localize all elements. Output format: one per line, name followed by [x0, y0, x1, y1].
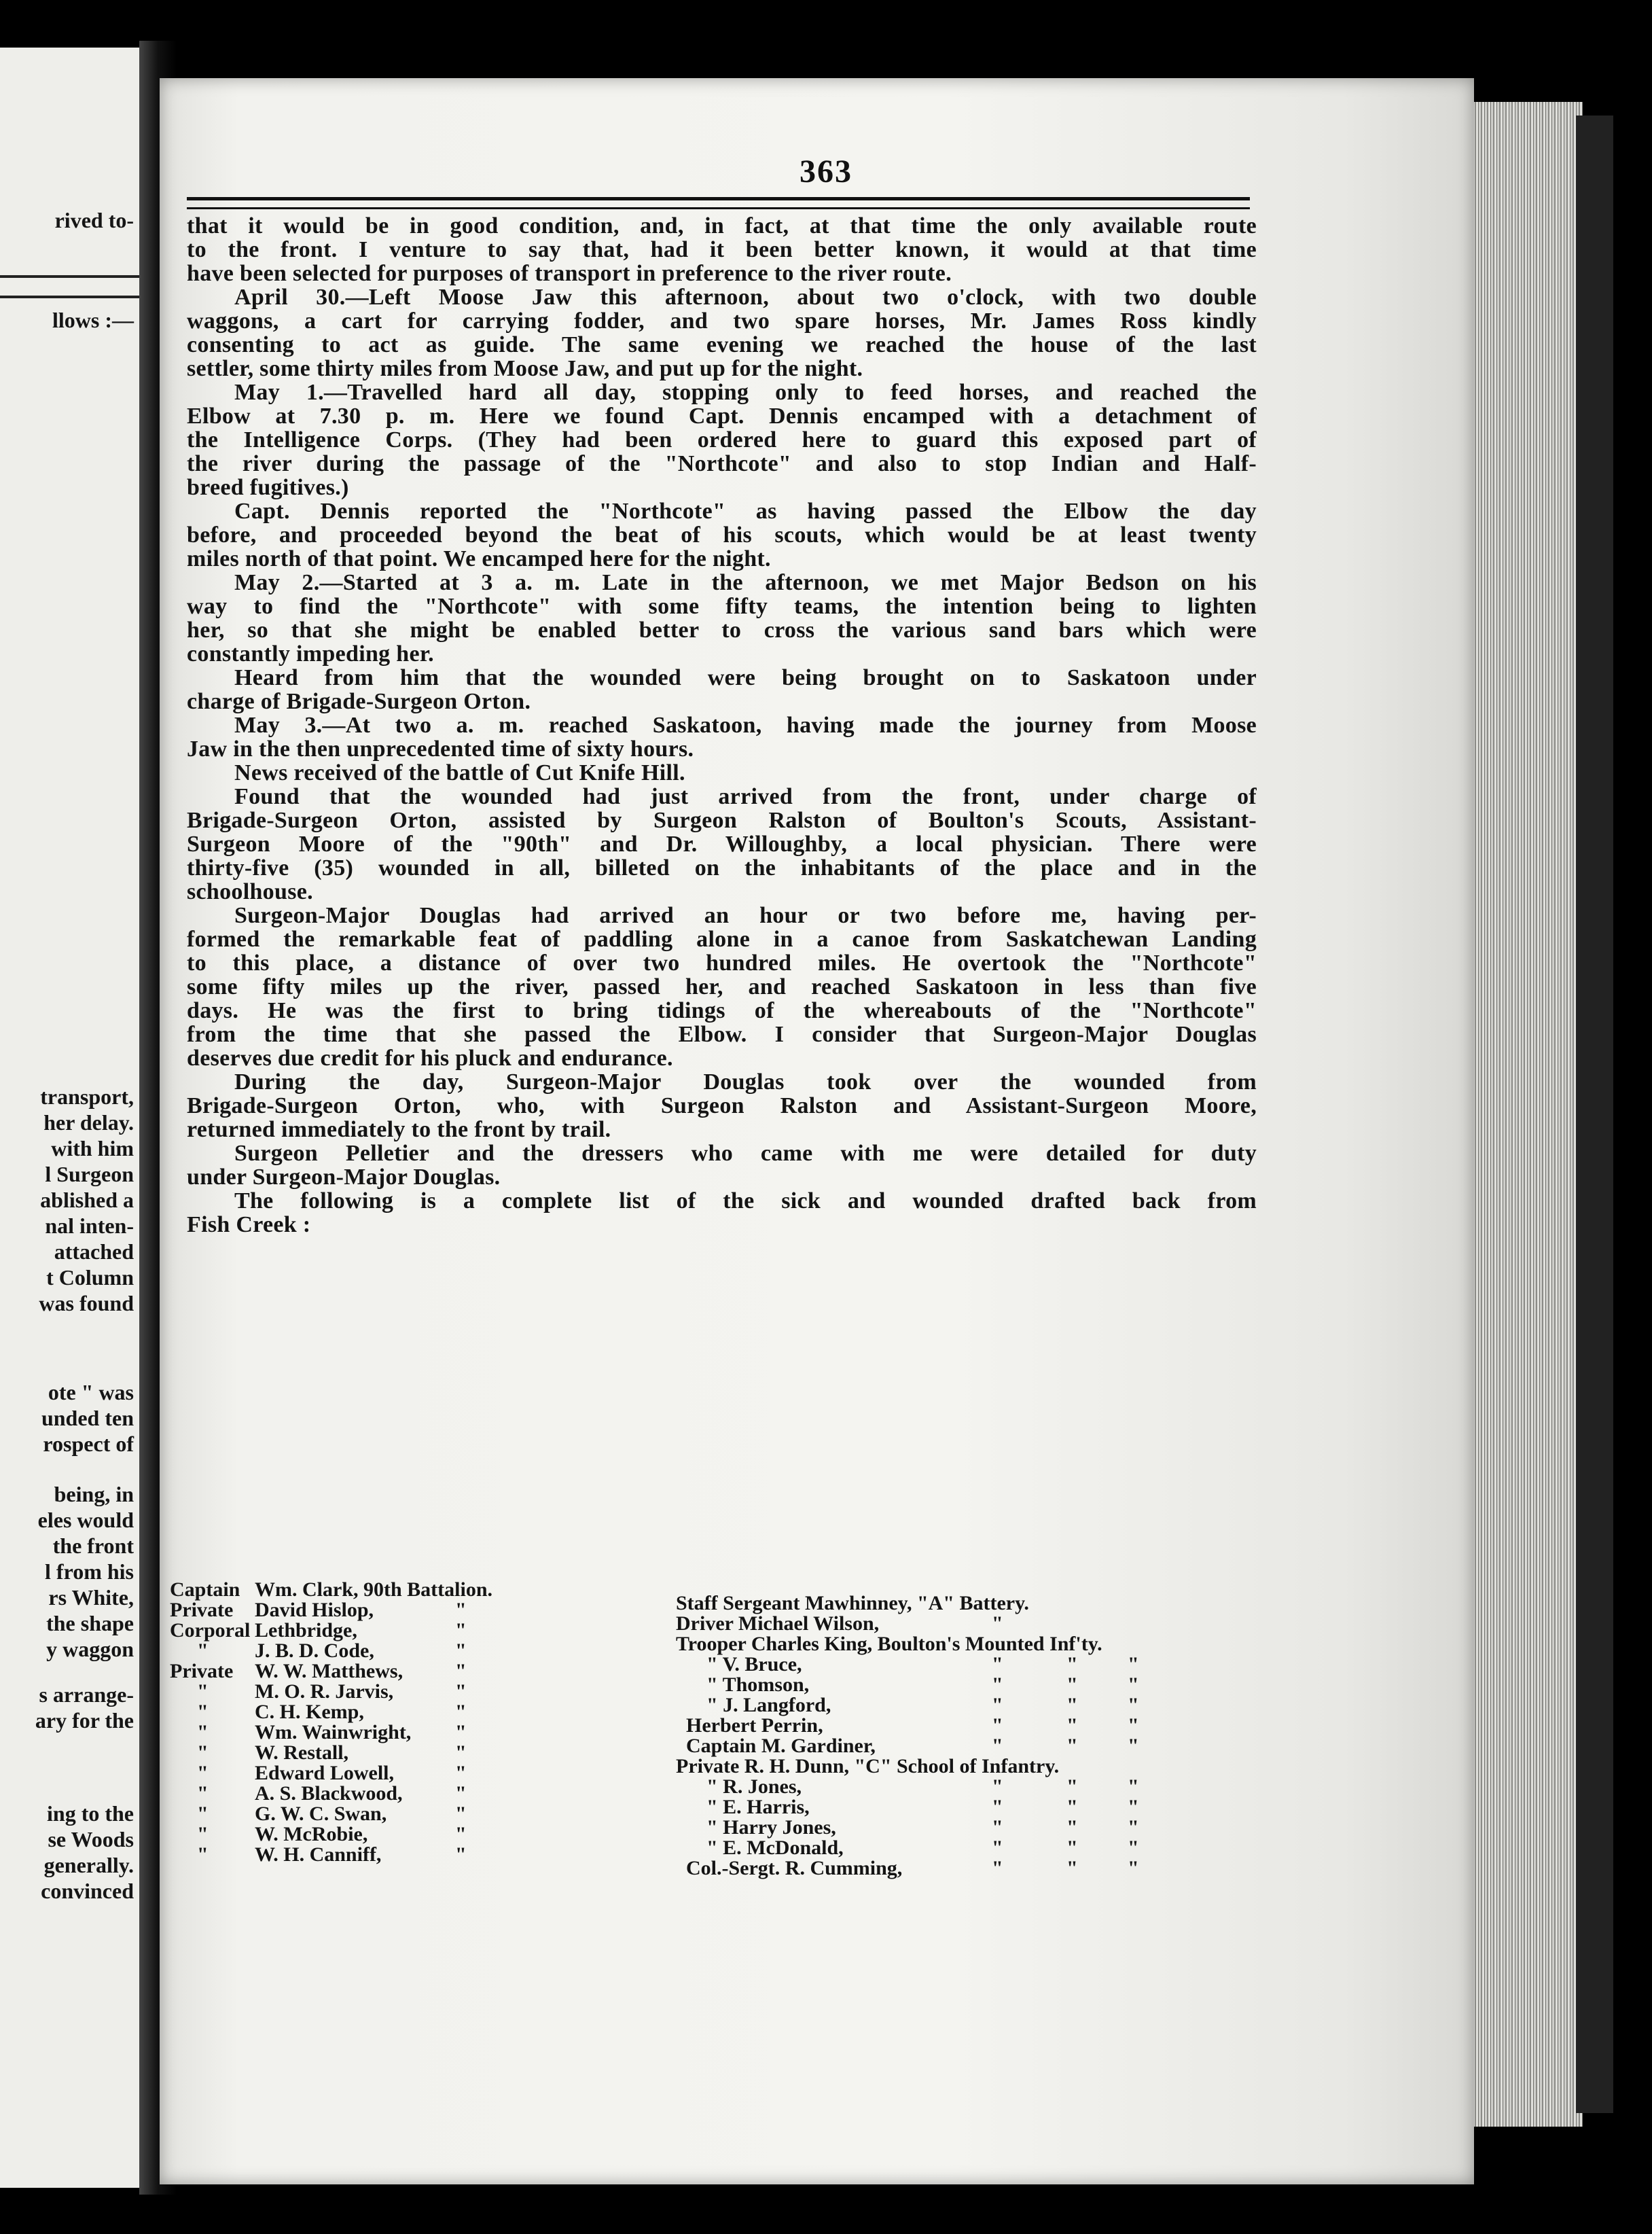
- text-line: schoolhouse.: [187, 879, 313, 904]
- casualty-name: " Harry Jones,: [706, 1816, 836, 1839]
- casualty-unit-ditto: ": [992, 1816, 1003, 1839]
- casualty-entry: [666, 1593, 1263, 1614]
- casualty-unit-ditto: ": [992, 1796, 1003, 1818]
- casualty-name: M. O. R. Jarvis,: [255, 1680, 394, 1703]
- previous-page-text-fragment: ary for the: [35, 1708, 134, 1733]
- casualty-unit-ditto: ": [1066, 1694, 1078, 1716]
- casualty-unit-ditto: ": [992, 1673, 1003, 1696]
- text-line: returned immediately to the front by trail.: [187, 1117, 611, 1142]
- casualty-entry: [666, 1818, 1263, 1838]
- casualty-name: A. S. Blackwood,: [255, 1782, 403, 1805]
- casualty-name: David Hislop,: [255, 1599, 374, 1621]
- text-line: Jaw in the then unprecedented time of sixty hours.: [187, 737, 694, 762]
- casualty-rank: ": [197, 1680, 209, 1703]
- casualty-unit-ditto: ": [992, 1653, 1003, 1676]
- text-line: During the day, Surgeon-Major Douglas took over the wounded from: [234, 1069, 1257, 1095]
- casualty-name: W. W. Matthews,: [255, 1660, 403, 1682]
- text-line: the Intelligence Corps. (They had been ordered here to guard this exposed part of: [187, 427, 1257, 453]
- casualty-name: Herbert Perrin,: [686, 1714, 823, 1737]
- text-line: Surgeon Pelletier and the dressers who came with me were detailed for duty: [234, 1141, 1257, 1166]
- casualty-unit-ditto: ": [455, 1803, 467, 1825]
- casualty-entry: [170, 1784, 577, 1804]
- previous-page-text-fragment: s arrange-: [39, 1682, 134, 1707]
- text-line: that it would be in good condition, and, in fact, at that time the only available route: [187, 213, 1257, 238]
- casualty-entry: [666, 1654, 1263, 1675]
- casualty-unit-ditto: ": [455, 1599, 467, 1621]
- previous-page-text-fragment: the front: [52, 1533, 134, 1558]
- casualty-rank: ": [197, 1639, 209, 1662]
- casualty-unit-ditto: ": [1066, 1673, 1078, 1696]
- casualty-rank: Private: [170, 1660, 234, 1682]
- casualty-name: " E. McDonald,: [706, 1837, 844, 1859]
- text-line: before, and proceeded beyond the beat of his scouts, which would be at least twenty: [187, 522, 1257, 548]
- casualty-unit-ditto: ": [1128, 1653, 1139, 1676]
- casualty-entry: [170, 1661, 577, 1682]
- casualty-unit-ditto: ": [455, 1660, 467, 1682]
- text-line: breed fugitives.): [187, 475, 349, 500]
- casualty-name: " Thomson,: [706, 1673, 810, 1696]
- text-line: the river during the passage of the "Northcote" and also to stop Indian and Half-: [187, 451, 1257, 476]
- casualty-entry: [170, 1824, 577, 1845]
- casualty-entry: [666, 1777, 1263, 1797]
- text-line: days. He was the first to bring tidings of the whereabouts of the "Northcote": [187, 998, 1257, 1023]
- text-line: Surgeon-Major Douglas had arrived an hour or two before me, having per-: [234, 903, 1257, 928]
- previous-page-text-fragment: nal inten-: [45, 1213, 134, 1238]
- header-rule: [187, 197, 1250, 209]
- casualty-unit-ditto: ": [992, 1775, 1003, 1798]
- casualty-unit-ditto: ": [1066, 1735, 1078, 1757]
- casualty-name: W. McRobie,: [255, 1823, 368, 1845]
- casualty-entry: [666, 1756, 1263, 1777]
- casualty-unit-ditto: ": [1066, 1775, 1078, 1798]
- casualty-entry: [170, 1580, 577, 1600]
- casualty-rank: Captain: [170, 1578, 240, 1601]
- text-line: Heard from him that the wounded were being brought on to Saskatoon under: [234, 665, 1257, 690]
- text-line: her, so that she might be enabled better to cross the various sand bars which were: [187, 618, 1257, 643]
- text-line: under Surgeon-Major Douglas.: [187, 1165, 501, 1190]
- text-line: May 1.—Travelled hard all day, stopping only to feed horses, and reached the: [234, 380, 1257, 405]
- body-text: [187, 214, 1257, 1237]
- casualty-name: Edward Lowell,: [255, 1762, 395, 1784]
- casualty-entry: [170, 1763, 577, 1784]
- casualty-unit-ditto: ": [992, 1714, 1003, 1737]
- text-line: charge of Brigade-Surgeon Orton.: [187, 689, 531, 714]
- previous-page-text-fragment: with him: [51, 1136, 134, 1160]
- text-line: May 2.—Started at 3 a. m. Late in the afternoon, we met Major Bedson on his: [234, 570, 1257, 595]
- casualty-rank: Corporal: [170, 1619, 251, 1642]
- casualty-entry: [666, 1858, 1263, 1879]
- casualty-name: " R. Jones,: [706, 1775, 802, 1798]
- previous-page-text-fragment: transport,: [40, 1084, 134, 1109]
- casualty-unit-ditto: ": [992, 1837, 1003, 1859]
- casualty-unit-ditto: ": [1128, 1735, 1139, 1757]
- previous-page-text-fragment: was found: [39, 1291, 134, 1315]
- casualty-entry: [666, 1675, 1263, 1695]
- casualty-entry: [170, 1682, 577, 1702]
- text-line: Surgeon Moore of the "90th" and Dr. Willoughby, a local physician. There were: [187, 832, 1257, 857]
- text-line: settler, some thirty miles from Moose Jaw, and put up for the night.: [187, 356, 863, 381]
- casualty-unit-ditto: ": [1128, 1673, 1139, 1696]
- book-cover-edge: [1576, 116, 1613, 2113]
- casualty-name: Driver Michael Wilson,: [676, 1612, 880, 1635]
- text-line: consenting to act as guide. The same evening we reached the house of the last: [187, 332, 1257, 357]
- casualty-name: C. H. Kemp,: [255, 1701, 364, 1723]
- text-line: way to find the "Northcote" with some fifty teams, the intention being to lighten: [187, 594, 1257, 619]
- casualty-unit-ditto: ": [1128, 1857, 1139, 1879]
- casualty-entry: [170, 1600, 577, 1620]
- casualty-name: Lethbridge,: [255, 1619, 357, 1642]
- text-line: Elbow at 7.30 p. m. Here we found Capt. Dennis encamped with a detachment of: [187, 404, 1257, 429]
- casualty-entry: [170, 1620, 577, 1641]
- casualty-list-left-column: [170, 1580, 577, 1865]
- casualty-rank: ": [197, 1741, 209, 1764]
- casualty-entry: [666, 1614, 1263, 1634]
- text-line: The following is a complete list of the sick and wounded drafted back from: [234, 1188, 1257, 1213]
- casualty-name: G. W. C. Swan,: [255, 1803, 387, 1825]
- previous-page-text-fragment: rospect of: [43, 1432, 134, 1456]
- casualty-unit-ditto: ": [455, 1843, 467, 1866]
- casualty-name: Trooper Charles King, Boulton's Mounted Inf'ty.: [676, 1633, 1102, 1655]
- casualty-unit-ditto: ": [1066, 1837, 1078, 1859]
- casualty-list-right-column: [666, 1593, 1263, 1879]
- text-line: April 30.—Left Moose Jaw this afternoon, about two o'clock, with two double: [234, 285, 1257, 310]
- casualty-name: Wm. Wainwright,: [255, 1721, 412, 1743]
- casualty-name: Captain M. Gardiner,: [686, 1735, 876, 1757]
- previous-page-text-fragment: t Column: [46, 1265, 134, 1290]
- casualty-unit-ditto: ": [1066, 1816, 1078, 1839]
- previous-page-rule: [0, 296, 139, 298]
- text-line: miles north of that point. We encamped here for the night.: [187, 546, 771, 571]
- casualty-rank: ": [197, 1803, 209, 1825]
- casualty-name: W. Restall,: [255, 1741, 349, 1764]
- previous-page: [0, 48, 139, 2188]
- previous-page-text-fragment: se Woods: [48, 1827, 134, 1851]
- previous-page-rule: [0, 275, 139, 278]
- casualty-unit-ditto: ": [455, 1721, 467, 1743]
- casualty-unit-ditto: ": [1128, 1816, 1139, 1839]
- casualty-entry: [666, 1716, 1263, 1736]
- previous-page-text-fragment: l Surgeon: [45, 1162, 134, 1186]
- casualty-unit-ditto: ": [455, 1782, 467, 1805]
- casualty-entry: [666, 1634, 1263, 1654]
- casualty-unit-ditto: ": [455, 1680, 467, 1703]
- casualty-entry: [170, 1641, 577, 1661]
- text-line: have been selected for purposes of transport in preference to the river route.: [187, 261, 952, 286]
- casualty-entry: [666, 1736, 1263, 1756]
- previous-page-text-fragment: ote " was: [48, 1380, 134, 1404]
- casualty-unit-ditto: ": [992, 1612, 1003, 1635]
- casualty-unit-ditto: ": [1128, 1714, 1139, 1737]
- casualty-entry: [666, 1695, 1263, 1716]
- casualty-unit-ditto: ": [455, 1701, 467, 1723]
- previous-page-text-fragment: being, in: [54, 1482, 134, 1506]
- previous-page-text-fragment: her delay.: [43, 1110, 134, 1135]
- text-line: waggons, a cart for carrying fodder, and two spare horses, Mr. James Ross kindly: [187, 308, 1257, 334]
- text-line: Found that the wounded had just arrived from the front, under charge of: [234, 784, 1257, 809]
- text-line: News received of the battle of Cut Knife Hill.: [234, 760, 685, 785]
- casualty-entry: [170, 1845, 577, 1865]
- casualty-entry: [170, 1804, 577, 1824]
- casualty-rank: ": [197, 1762, 209, 1784]
- casualty-rank: ": [197, 1701, 209, 1723]
- previous-page-text-fragment: ing to the: [47, 1801, 134, 1826]
- casualty-unit-ditto: ": [992, 1735, 1003, 1757]
- casualty-unit-ditto: ": [1066, 1796, 1078, 1818]
- previous-page-text-fragment: l from his: [45, 1559, 134, 1584]
- casualty-entry: [170, 1743, 577, 1763]
- casualty-name: " V. Bruce,: [706, 1653, 802, 1676]
- casualty-unit-ditto: ": [1066, 1714, 1078, 1737]
- text-line: from the time that she passed the Elbow. I consider that Surgeon-Major Douglas: [187, 1022, 1257, 1047]
- text-line: to the front. I venture to say that, had it been better known, it would at that time: [187, 237, 1257, 262]
- text-line: some fifty miles up the river, passed her, and reached Saskatoon in less than five: [187, 974, 1257, 999]
- text-line: Brigade-Surgeon Orton, assisted by Surgeon Ralston of Boulton's Scouts, Assistant-: [187, 808, 1257, 833]
- text-line: Brigade-Surgeon Orton, who, with Surgeon Ralston and Assistant-Surgeon Moore,: [187, 1093, 1257, 1118]
- page-edges: [1460, 102, 1583, 2127]
- casualty-rank: ": [197, 1843, 209, 1866]
- casualty-name: Wm. Clark, 90th Battalion.: [255, 1578, 493, 1601]
- casualty-name: W. H. Canniff,: [255, 1843, 382, 1866]
- text-line: deserves due credit for his pluck and endurance.: [187, 1046, 673, 1071]
- casualty-entry: [170, 1702, 577, 1722]
- previous-page-text-fragment: eles would: [37, 1508, 134, 1532]
- casualty-name: " J. Langford,: [706, 1694, 831, 1716]
- casualty-name: J. B. D. Code,: [255, 1639, 374, 1662]
- casualty-unit-ditto: ": [1066, 1653, 1078, 1676]
- casualty-rank: Private: [170, 1599, 234, 1621]
- casualty-unit-ditto: ": [1128, 1775, 1139, 1798]
- casualty-unit-ditto: ": [1128, 1694, 1139, 1716]
- casualty-list: [170, 1580, 1257, 1960]
- text-line: Capt. Dennis reported the "Northcote" as having passed the Elbow the day: [234, 499, 1257, 524]
- casualty-entry: [666, 1797, 1263, 1818]
- casualty-entry: [170, 1722, 577, 1743]
- previous-page-text-fragment: llows :—: [52, 308, 134, 332]
- text-line: May 3.—At two a. m. reached Saskatoon, having made the journey from Moose: [234, 713, 1257, 738]
- previous-page-text-fragment: the shape: [46, 1611, 134, 1635]
- casualty-name: " E. Harris,: [706, 1796, 810, 1818]
- casualty-rank: ": [197, 1721, 209, 1743]
- previous-page-text-fragment: generally.: [43, 1853, 134, 1877]
- casualty-unit-ditto: ": [1128, 1796, 1139, 1818]
- previous-page-text-fragment: convinced: [41, 1879, 134, 1903]
- previous-page-text-fragment: ablished a: [40, 1188, 134, 1212]
- previous-page-text-fragment: unded ten: [41, 1406, 134, 1430]
- casualty-entry: [666, 1838, 1263, 1858]
- casualty-unit-ditto: ": [455, 1823, 467, 1845]
- text-line: Fish Creek :: [187, 1212, 311, 1237]
- casualty-unit-ditto: ": [1128, 1837, 1139, 1859]
- casualty-unit-ditto: ": [455, 1762, 467, 1784]
- previous-page-text-fragment: y waggon: [46, 1637, 134, 1661]
- casualty-name: Private R. H. Dunn, "C" School of Infantry.: [676, 1755, 1060, 1777]
- page-number: 363: [800, 154, 852, 190]
- previous-page-text-fragment: attached: [54, 1239, 134, 1264]
- text-line: to this place, a distance of over two hundred miles. He overtook the "Northcote": [187, 951, 1257, 976]
- text-line: formed the remarkable feat of paddling alone in a canoe from Saskatchewan Landing: [187, 927, 1257, 952]
- text-line: thirty-five (35) wounded in all, billeted on the inhabitants of the place and in the: [187, 855, 1257, 881]
- casualty-unit-ditto: ": [992, 1694, 1003, 1716]
- casualty-rank: ": [197, 1782, 209, 1805]
- previous-page-text-fragment: rs White,: [48, 1585, 134, 1610]
- text-line: constantly impeding her.: [187, 641, 434, 667]
- casualty-unit-ditto: ": [455, 1639, 467, 1662]
- casualty-unit-ditto: ": [992, 1857, 1003, 1879]
- casualty-name: Col.-Sergt. R. Cumming,: [686, 1857, 903, 1879]
- casualty-name: Staff Sergeant Mawhinney, "A" Battery.: [676, 1592, 1029, 1614]
- casualty-unit-ditto: ": [1066, 1857, 1078, 1879]
- casualty-rank: ": [197, 1823, 209, 1845]
- casualty-unit-ditto: ": [455, 1741, 467, 1764]
- casualty-unit-ditto: ": [455, 1619, 467, 1642]
- previous-page-text-fragment: rived to-: [54, 208, 134, 232]
